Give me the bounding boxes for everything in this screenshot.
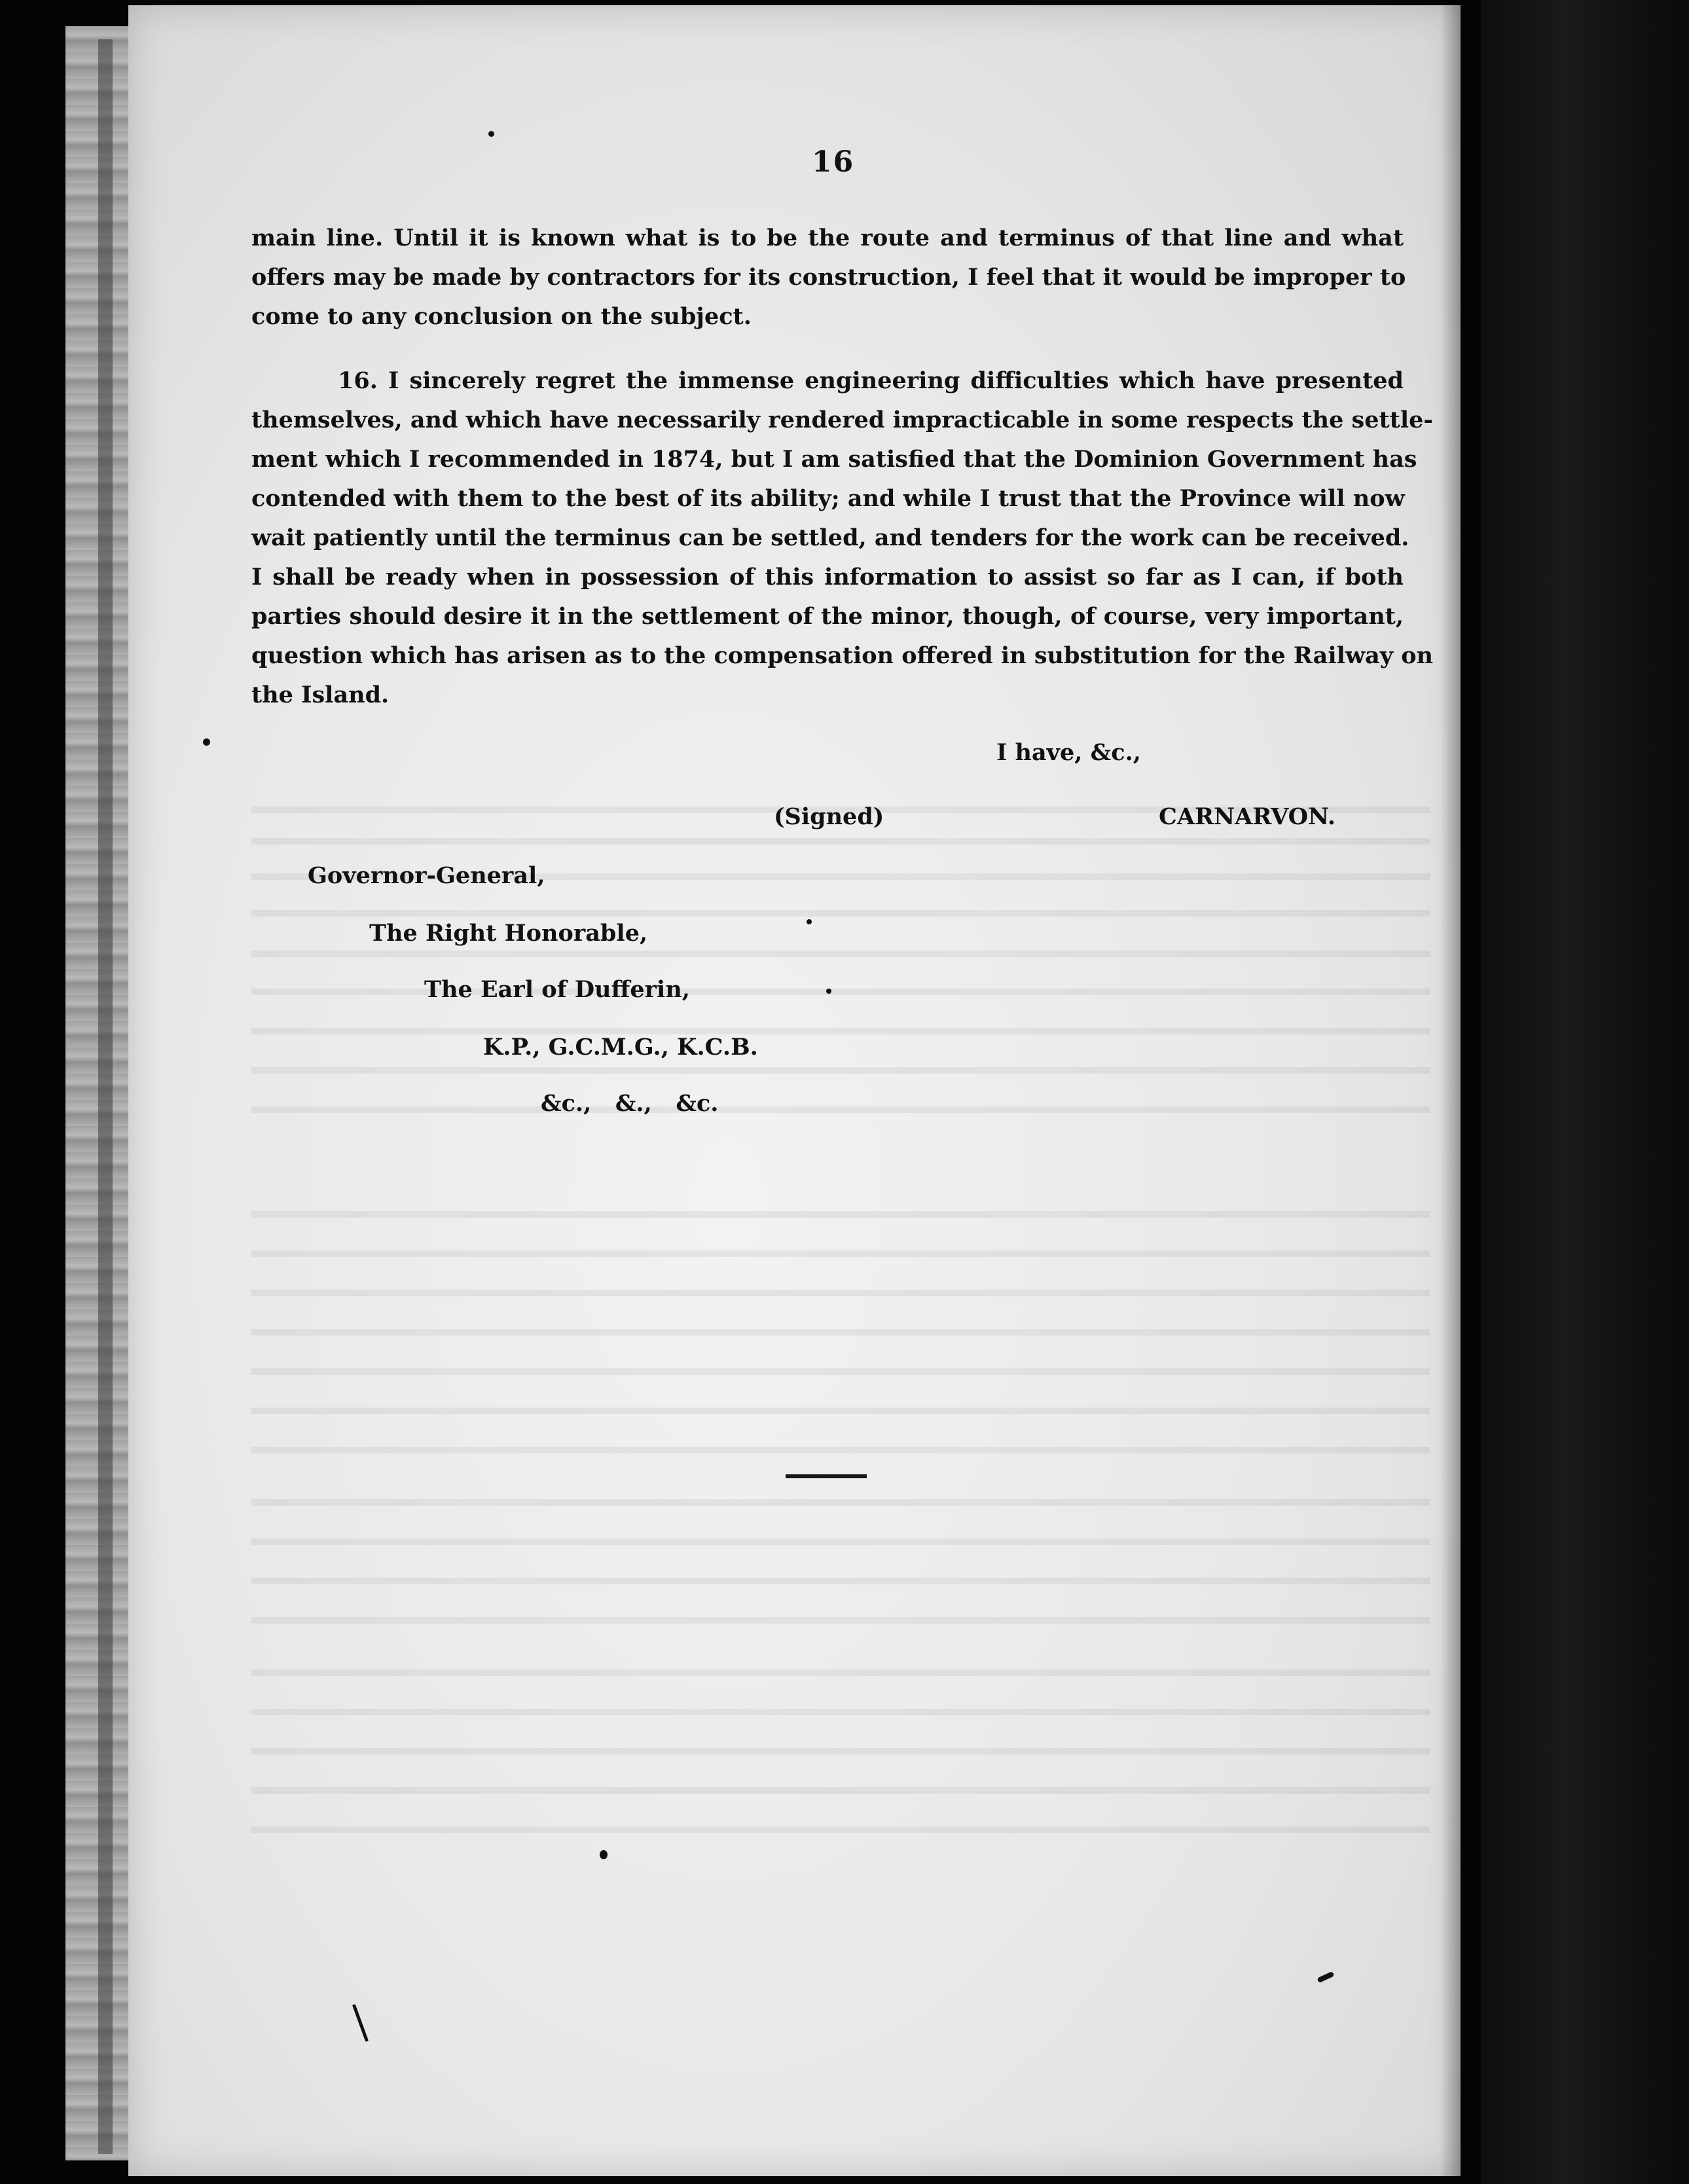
bleed-through-line [251, 1290, 1430, 1296]
bleed-through-line [251, 1787, 1430, 1794]
signed-label: (Signed) [774, 803, 884, 830]
bleed-through-line [251, 1748, 1430, 1755]
page-edge-shadow [98, 39, 113, 2154]
bleed-through-line [251, 1578, 1430, 1584]
paragraph-line: themselves, and which have necessarily rendered impracticable in some respects the settle- [251, 407, 1433, 433]
paragraph-line: the Island. [251, 682, 390, 708]
paragraph-line: contended with them to the best of its ability; and while I trust that the Province will now [251, 485, 1405, 512]
bleed-through-line [251, 1106, 1430, 1113]
bleed-through-line [251, 1028, 1430, 1034]
bleed-through-line [251, 1709, 1430, 1715]
scan-speck [600, 1850, 608, 1859]
section-divider [786, 1474, 867, 1478]
addressee-line: The Right Honorable, [369, 920, 648, 947]
paragraph-line: wait patiently until the terminus can be settled, and tenders for the work can be received. [251, 524, 1409, 551]
paragraph-line: I shall be ready when in possession of this information to assist so far as I can, if both [251, 564, 1404, 591]
scan-speck [807, 919, 812, 924]
bleed-through-line [251, 1499, 1430, 1506]
scan-speck [488, 131, 494, 137]
dark-margin-strip [1481, 0, 1689, 2184]
bleed-through-line [251, 1067, 1430, 1074]
paragraph-line: main line. Until it is known what is to be the route and terminus of that line and what [251, 225, 1404, 251]
bleed-through-line [251, 1538, 1430, 1545]
bleed-through-line [251, 1447, 1430, 1453]
signatory-name: CARNARVON. [1159, 803, 1336, 830]
bleed-through-line [251, 1250, 1430, 1257]
paragraph-line: ment which I recommended in 1874, but I am satisfied that the Dominion Government has [251, 446, 1417, 473]
closing-salutation: I have, &c., [996, 739, 1141, 766]
scan-speck [203, 738, 210, 746]
paragraph-line: 16. I sincerely regret the immense engineering difficulties which have presented [338, 367, 1404, 394]
paragraph-line: parties should desire it in the settlement of the minor, though, of course, very important, [251, 603, 1404, 630]
addressee-line: K.P., G.C.M.G., K.C.B. [483, 1034, 758, 1061]
bleed-through-line [251, 1368, 1430, 1375]
paragraph-line: come to any conclusion on the subject. [251, 303, 752, 330]
bleed-through-line [251, 1617, 1430, 1624]
page-number: 16 [812, 145, 855, 179]
bleed-through-line [251, 1408, 1430, 1414]
bleed-through-line [251, 1329, 1430, 1336]
bleed-through-line [251, 1669, 1430, 1676]
bleed-through-line [251, 1827, 1430, 1833]
page-fold-shadow [1440, 0, 1466, 2184]
bleed-through-line [251, 1211, 1430, 1218]
bleed-through-line [251, 838, 1430, 845]
addressee-line: The Earl of Dufferin, [424, 976, 690, 1003]
addressee-line: Governor-General, [308, 862, 545, 889]
paragraph-line: offers may be made by contractors for its construction, I feel that it would be improper to [251, 264, 1406, 291]
addressee-line: &c., &., &c. [541, 1090, 719, 1117]
paragraph-line: question which has arisen as to the compensation offered in substitution for the Railway on [251, 642, 1434, 669]
scan-speck [826, 989, 831, 994]
